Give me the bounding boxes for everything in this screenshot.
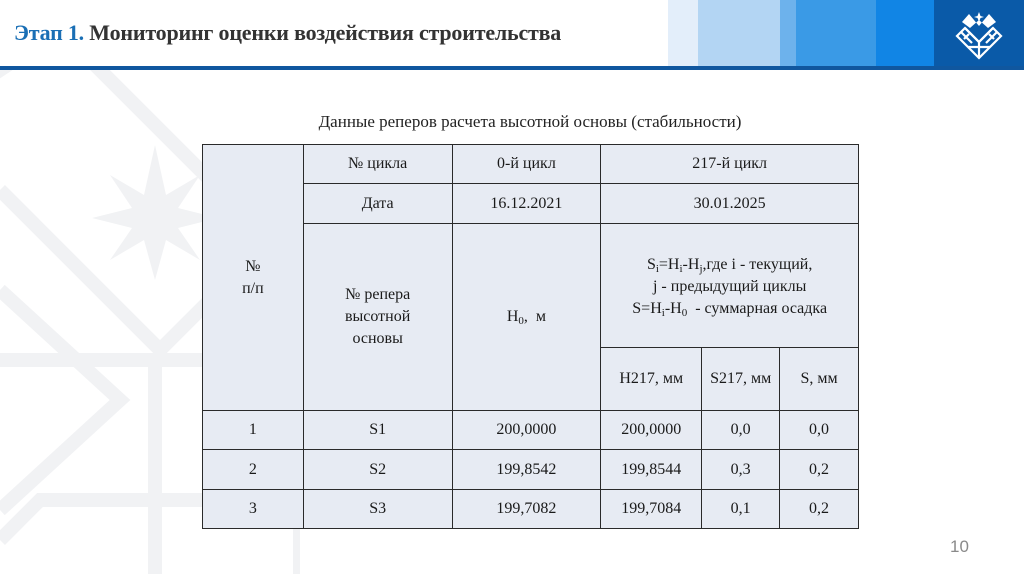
col-header-num (203, 145, 304, 411)
f-sub: i (661, 307, 665, 319)
cell-num: 1 (203, 411, 304, 450)
cell-s: 0,0 (780, 411, 859, 450)
benchmark-stability-table (202, 144, 859, 529)
cell-benchmark: S3 (303, 490, 452, 529)
cell-h217: 200,0000 (601, 411, 702, 450)
cell-s: 0,2 (780, 490, 859, 529)
f-sub: i (679, 263, 683, 275)
h0-unit: , м (523, 308, 547, 325)
f-text: S=H (632, 300, 662, 317)
cell-num: 2 (203, 450, 304, 490)
header-stripe (668, 0, 698, 66)
cycle-0: 0-й цикл (452, 145, 601, 184)
num-label: п/п (242, 279, 264, 297)
f-text: -H (664, 300, 682, 317)
cycle-row (203, 145, 859, 184)
cell-s217: 0,1 (702, 490, 780, 529)
formula-line-2: j - предыдущий циклы (652, 278, 807, 295)
f-text: -H (682, 256, 700, 273)
col-header-s: S, мм (780, 348, 859, 411)
f-text: S (646, 256, 656, 273)
num-sign: № (245, 257, 261, 275)
f-sub: 0 (681, 307, 688, 319)
h0-sub: 0 (518, 315, 524, 327)
cell-s: 0,2 (780, 450, 859, 490)
formula-line-1 (603, 254, 856, 276)
cell-h0: 199,8542 (452, 450, 601, 490)
benchmark-header-line: высотной (344, 308, 411, 325)
table-row (203, 450, 859, 490)
cell-s217: 0,3 (702, 450, 780, 490)
table-row (203, 490, 859, 529)
cell-s217: 0,0 (702, 411, 780, 450)
table-row (203, 411, 859, 450)
benchmark-header-line: основы (352, 330, 403, 347)
cell-num: 3 (203, 490, 304, 529)
col-header-benchmark (303, 224, 452, 411)
title-text: Мониторинг оценки воздействия строительства (89, 20, 562, 45)
col-header-h217: H217, мм (601, 348, 702, 411)
col-header-h0 (452, 224, 601, 411)
header-stripe (698, 0, 780, 66)
cycle-label: № цикла (303, 145, 452, 184)
header-stripe (876, 0, 934, 66)
cell-benchmark: S2 (303, 450, 452, 490)
f-text: - суммарная осадка (687, 300, 828, 317)
cell-h217: 199,7084 (601, 490, 702, 529)
page-number: 10 (950, 537, 969, 556)
formula-cell (601, 224, 859, 348)
cell-h217: 199,8544 (601, 450, 702, 490)
f-sub: i (655, 263, 659, 275)
header-stripe (780, 0, 796, 66)
col-header-s217: S217, мм (702, 348, 780, 411)
cell-benchmark: S1 (303, 411, 452, 450)
date-0: 16.12.2021 (452, 184, 601, 224)
cell-h0: 200,0000 (452, 411, 601, 450)
slide-header (0, 0, 1024, 66)
table-caption: Данные реперов расчета высотной основы (стабильности) (318, 112, 742, 131)
f-text: =H (658, 256, 680, 273)
f-sub: j (699, 263, 703, 275)
slide-title (14, 20, 561, 46)
stage-label: Этап 1. (14, 20, 84, 45)
benchmark-header-line: № репера (345, 286, 411, 303)
cell-h0: 199,7082 (452, 490, 601, 529)
f-text: ,где i - текущий, (702, 256, 813, 273)
h0-main: H (506, 308, 519, 325)
university-emblem-icon (952, 8, 1006, 62)
cycle-217: 217-й цикл (601, 145, 859, 184)
header-stripe (796, 0, 876, 66)
formula-line-3 (603, 298, 856, 320)
date-label: Дата (303, 184, 452, 224)
date-217: 30.01.2025 (601, 184, 859, 224)
